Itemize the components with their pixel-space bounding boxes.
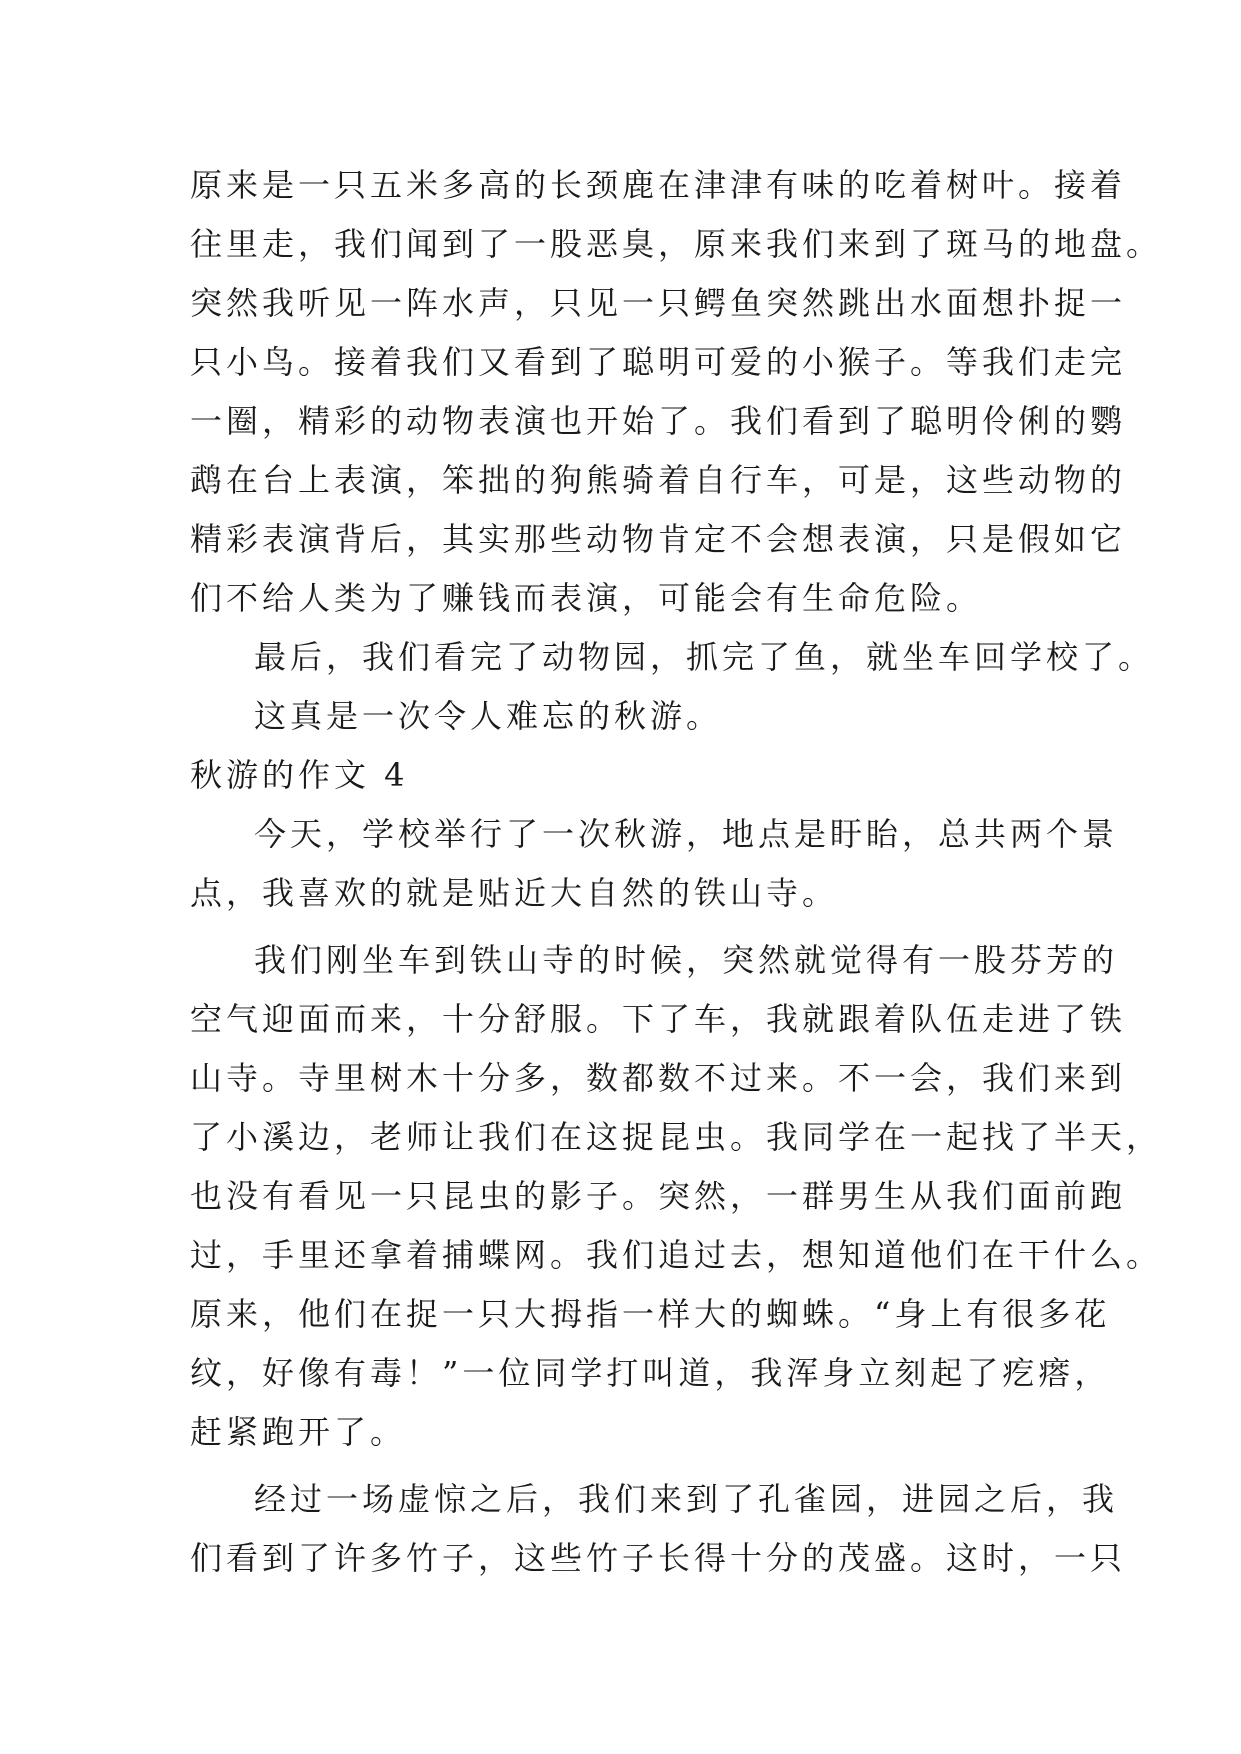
text-line: 过，手里还拿着捕蝶网。我们追过去，想知道他们在干什么。: [190, 1236, 1163, 1274]
text-line: 精彩表演背后，其实那些动物肯定不会想表演，只是假如它: [190, 520, 1127, 558]
text-line: 也没有看见一只昆虫的影子。突然，一群男生从我们面前跑: [190, 1177, 1127, 1215]
text-line: 原来，他们在捉一只大拇指一样大的蜘蛛。“身上有很多花: [190, 1295, 1111, 1333]
text-line: 赶紧跑开了。: [190, 1413, 407, 1451]
text-line: 突然我听见一阵水声，只见一只鳄鱼突然跳出水面想扑捉一: [190, 284, 1127, 322]
text-line: 们不给人类为了赚钱而表演，可能会有生命危险。: [190, 579, 983, 617]
text-line: 空气迎面而来，十分舒服。下了车，我就跟着队伍走进了铁: [190, 1000, 1127, 1038]
paragraph: [190, 931, 1163, 1462]
paragraph: [190, 156, 1163, 628]
paragraph: [190, 687, 1060, 746]
text-line: 纹，好像有毒！”一位同学打叫道，我浑身立刻起了疙瘩，: [190, 1354, 1111, 1392]
document-body: [190, 156, 1163, 1588]
text-line: 了小溪边，老师让我们在这捉昆虫。我同学在一起找了半天，: [190, 1118, 1163, 1156]
text-line: 们看到了许多竹子，这些竹子长得十分的茂盛。这时，一只: [190, 1539, 1127, 1577]
paragraph-spacing: [190, 923, 1060, 931]
text-line: 山寺。寺里树木十分多，数都数不过来。不一会，我们来到: [190, 1059, 1127, 1097]
text-line: 经过一场虚惊之后，我们来到了孔雀园，进园之后，我: [254, 1480, 1119, 1518]
text-line: 今天，学校举行了一次秋游，地点是盱眙，总共两个景: [254, 815, 1119, 853]
text-line: 往里走，我们闻到了一股恶臭，原来我们来到了斑马的地盘。: [190, 225, 1163, 263]
text-line: 一圈，精彩的动物表演也开始了。我们看到了聪明伶俐的鹦: [190, 402, 1127, 440]
text-line: 我们刚坐车到铁山寺的时候，突然就觉得有一股芬芳的: [254, 941, 1119, 979]
section-heading: 秋游的作文 4: [190, 756, 409, 794]
text-line: 这真是一次令人难忘的秋游。: [254, 697, 723, 735]
paragraph: [190, 805, 1119, 923]
text-line: 原来是一只五米多高的长颈鹿在津津有味的吃着树叶。接着: [190, 166, 1127, 204]
text-line: 点，我喜欢的就是贴近大自然的铁山寺。: [190, 874, 839, 912]
paragraph-spacing: [190, 1462, 1060, 1470]
text-line: 最后，我们看完了动物园，抓完了鱼，就坐车回学校了。: [254, 638, 1155, 676]
paragraph: [190, 628, 1155, 687]
text-line: 只小鸟。接着我们又看到了聪明可爱的小猴子。等我们走完: [190, 343, 1127, 381]
paragraph: [190, 1470, 1127, 1588]
text-line: 鹉在台上表演，笨拙的狗熊骑着自行车，可是，这些动物的: [190, 461, 1127, 499]
